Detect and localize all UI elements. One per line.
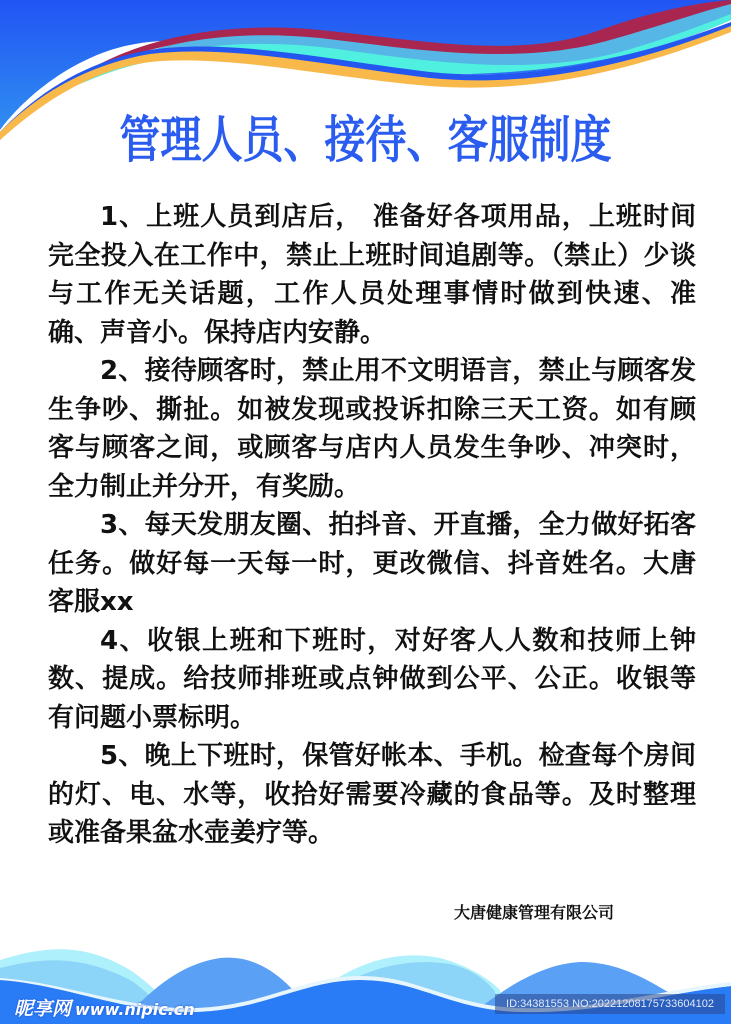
rules-body <box>48 198 696 853</box>
rule-paragraph-3: 3、每天发朋友圈、拍抖音、开直播，全力做好拓客任务。做好每一天每一时，更改微信、抖音姓名。大唐客服xx <box>48 510 696 617</box>
rule-paragraph-5: 5、晚上下班时，保管好帐本、手机。检查每个房间的灯、电、水等，收拾好需要冷藏的食品等。及时整理或准备果盆水壶姜疗等。 <box>48 741 696 848</box>
rule-paragraph-1: 1、上班人员到店后， 准备好各项用品，上班时间完全投入在工作中，禁止上班时间追剧等。（禁止）少谈与工作无关话题，工作人员处理事情时做到快速、准确、声音小。保持店内安静。 <box>48 202 696 348</box>
rule-paragraph-2: 2、接待顾客时，禁止用不文明语言，禁止与顾客发生争吵、撕扯。如被发现或投诉扣除三天工资。如有顾客与顾客之间，或顾客与店内人员发生争吵、冲突时，全力制止并分开，有奖励。 <box>48 356 696 502</box>
watermark-site: www.nipic.cn <box>75 1000 195 1019</box>
watermark-id: ID:34381553 NO:20221208175733604102 <box>495 994 725 1014</box>
rule-paragraph-4: 4、收银上班和下班时，对好客人人数和技师上钟数、提成。给技师排班或点钟做到公平、公正。收银等有问题小票标明。 <box>48 625 696 733</box>
company-signature: 大唐健康管理有限公司 <box>454 903 615 922</box>
watermark-brand <box>14 994 195 1021</box>
watermark-brand-name: 昵享网 <box>14 998 72 1020</box>
page-title: 管理人员、接待、客服制度 <box>119 110 612 169</box>
